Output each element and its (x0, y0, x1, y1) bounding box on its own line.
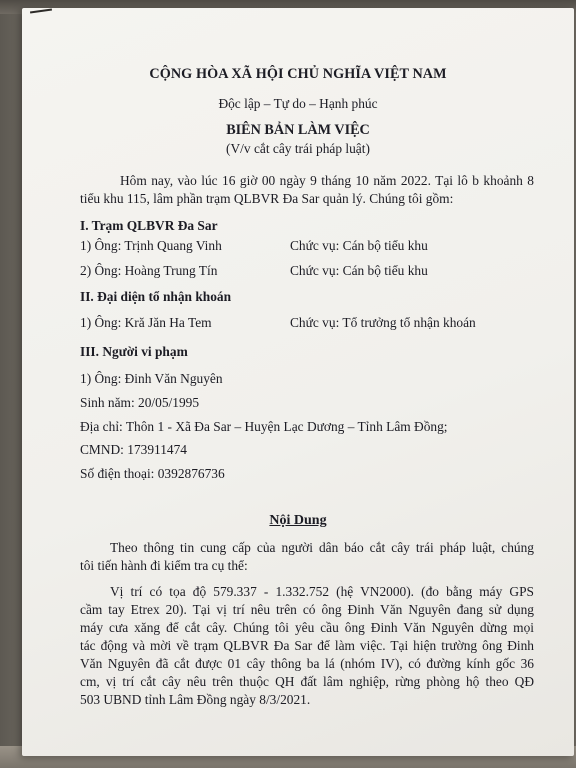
content-paragraph-2-line: tác động và mời về trạm QLBVR Đa Sar để làm việc. Tại hiện trường ông Đinh (80, 638, 534, 653)
content-title: Nội Dung (269, 513, 327, 528)
intro-line-1: Hôm nay, vào lúc 16 giờ 00 ngày 9 tháng 10 năm 2022. Tại lô b khoảnh 8 (120, 173, 534, 188)
section-2-heading: II. Đại diện tổ nhận khoán (80, 289, 232, 304)
content-paragraph-1-line-1: Theo thông tin cung cấp của người dân báo cắt cây trái pháp luật, chúng (110, 540, 534, 555)
content-paragraph-2-last-line: 503 UBND tỉnh Lâm Đồng ngày 8/3/2021. (80, 692, 311, 707)
person-role: Chức vụ: Cán bộ tiểu khu (290, 238, 428, 253)
section-3-heading: III. Người vi phạm (80, 344, 188, 359)
violator-id-card: CMND: 173911474 (80, 442, 188, 457)
person-role: Chức vụ: Tổ trưởng tổ nhận khoán (290, 315, 476, 330)
content-paragraph-2-line: cầm tay Etrex 20). Tại vị trí nêu trên có ông Đinh Văn Nguyên đang sử dụng (80, 602, 534, 617)
content-paragraph-1-line-2: tôi tiến hành đi kiểm tra cụ thể: (80, 558, 248, 573)
content-paragraph-2-line: máy cưa xăng để cắt cây. Chúng tôi yêu cầu ông Đinh Văn Nguyên dừng mọi (80, 620, 534, 635)
document-title: BIÊN BẢN LÀM VIỆC (226, 122, 370, 138)
content-paragraph-2-line: Vị trí có tọa độ 579.337 - 1.332.752 (hệ VN2000). (đo bằng máy GPS (110, 584, 534, 599)
violator-address: Địa chỉ: Thôn 1 - Xã Đa Sar – Huyện Lạc Dương – Tỉnh Lâm Đồng; (80, 419, 448, 434)
person-name: 1) Ông: Kră Jăn Ha Tem (80, 315, 212, 330)
country-heading: CỘNG HÒA XÃ HỘI CHỦ NGHĨA VIỆT NAM (149, 66, 447, 82)
content-paragraph-2-line: cm, vị trí cắt cây nêu trên thuộc QH đất lâm nghiệp, rừng phòng hộ theo QĐ (80, 674, 534, 689)
violator-name: 1) Ông: Đinh Văn Nguyên (80, 371, 223, 386)
document-subject: (V/v cắt cây trái pháp luật) (226, 141, 370, 156)
document-page (22, 8, 574, 756)
section-1-heading: I. Trạm QLBVR Đa Sar (80, 218, 218, 233)
violator-birth-year: Sinh năm: 20/05/1995 (80, 395, 200, 410)
person-name: 2) Ông: Hoàng Trung Tín (80, 263, 218, 278)
content-paragraph-2-line: Văn Nguyên đã cắt được 01 cây thông ba lá (nhóm IV), có đường kính gốc 36 (80, 656, 534, 671)
person-name: 1) Ông: Trịnh Quang Vinh (80, 238, 222, 253)
person-role: Chức vụ: Cán bộ tiểu khu (290, 263, 428, 278)
intro-line-2: tiểu khu 115, lâm phần trạm QLBVR Đa Sar quản lý. Chúng tôi gồm: (80, 191, 454, 206)
violator-phone: Số điện thoại: 0392876736 (80, 466, 225, 481)
motto: Độc lập – Tự do – Hạnh phúc (218, 96, 378, 111)
